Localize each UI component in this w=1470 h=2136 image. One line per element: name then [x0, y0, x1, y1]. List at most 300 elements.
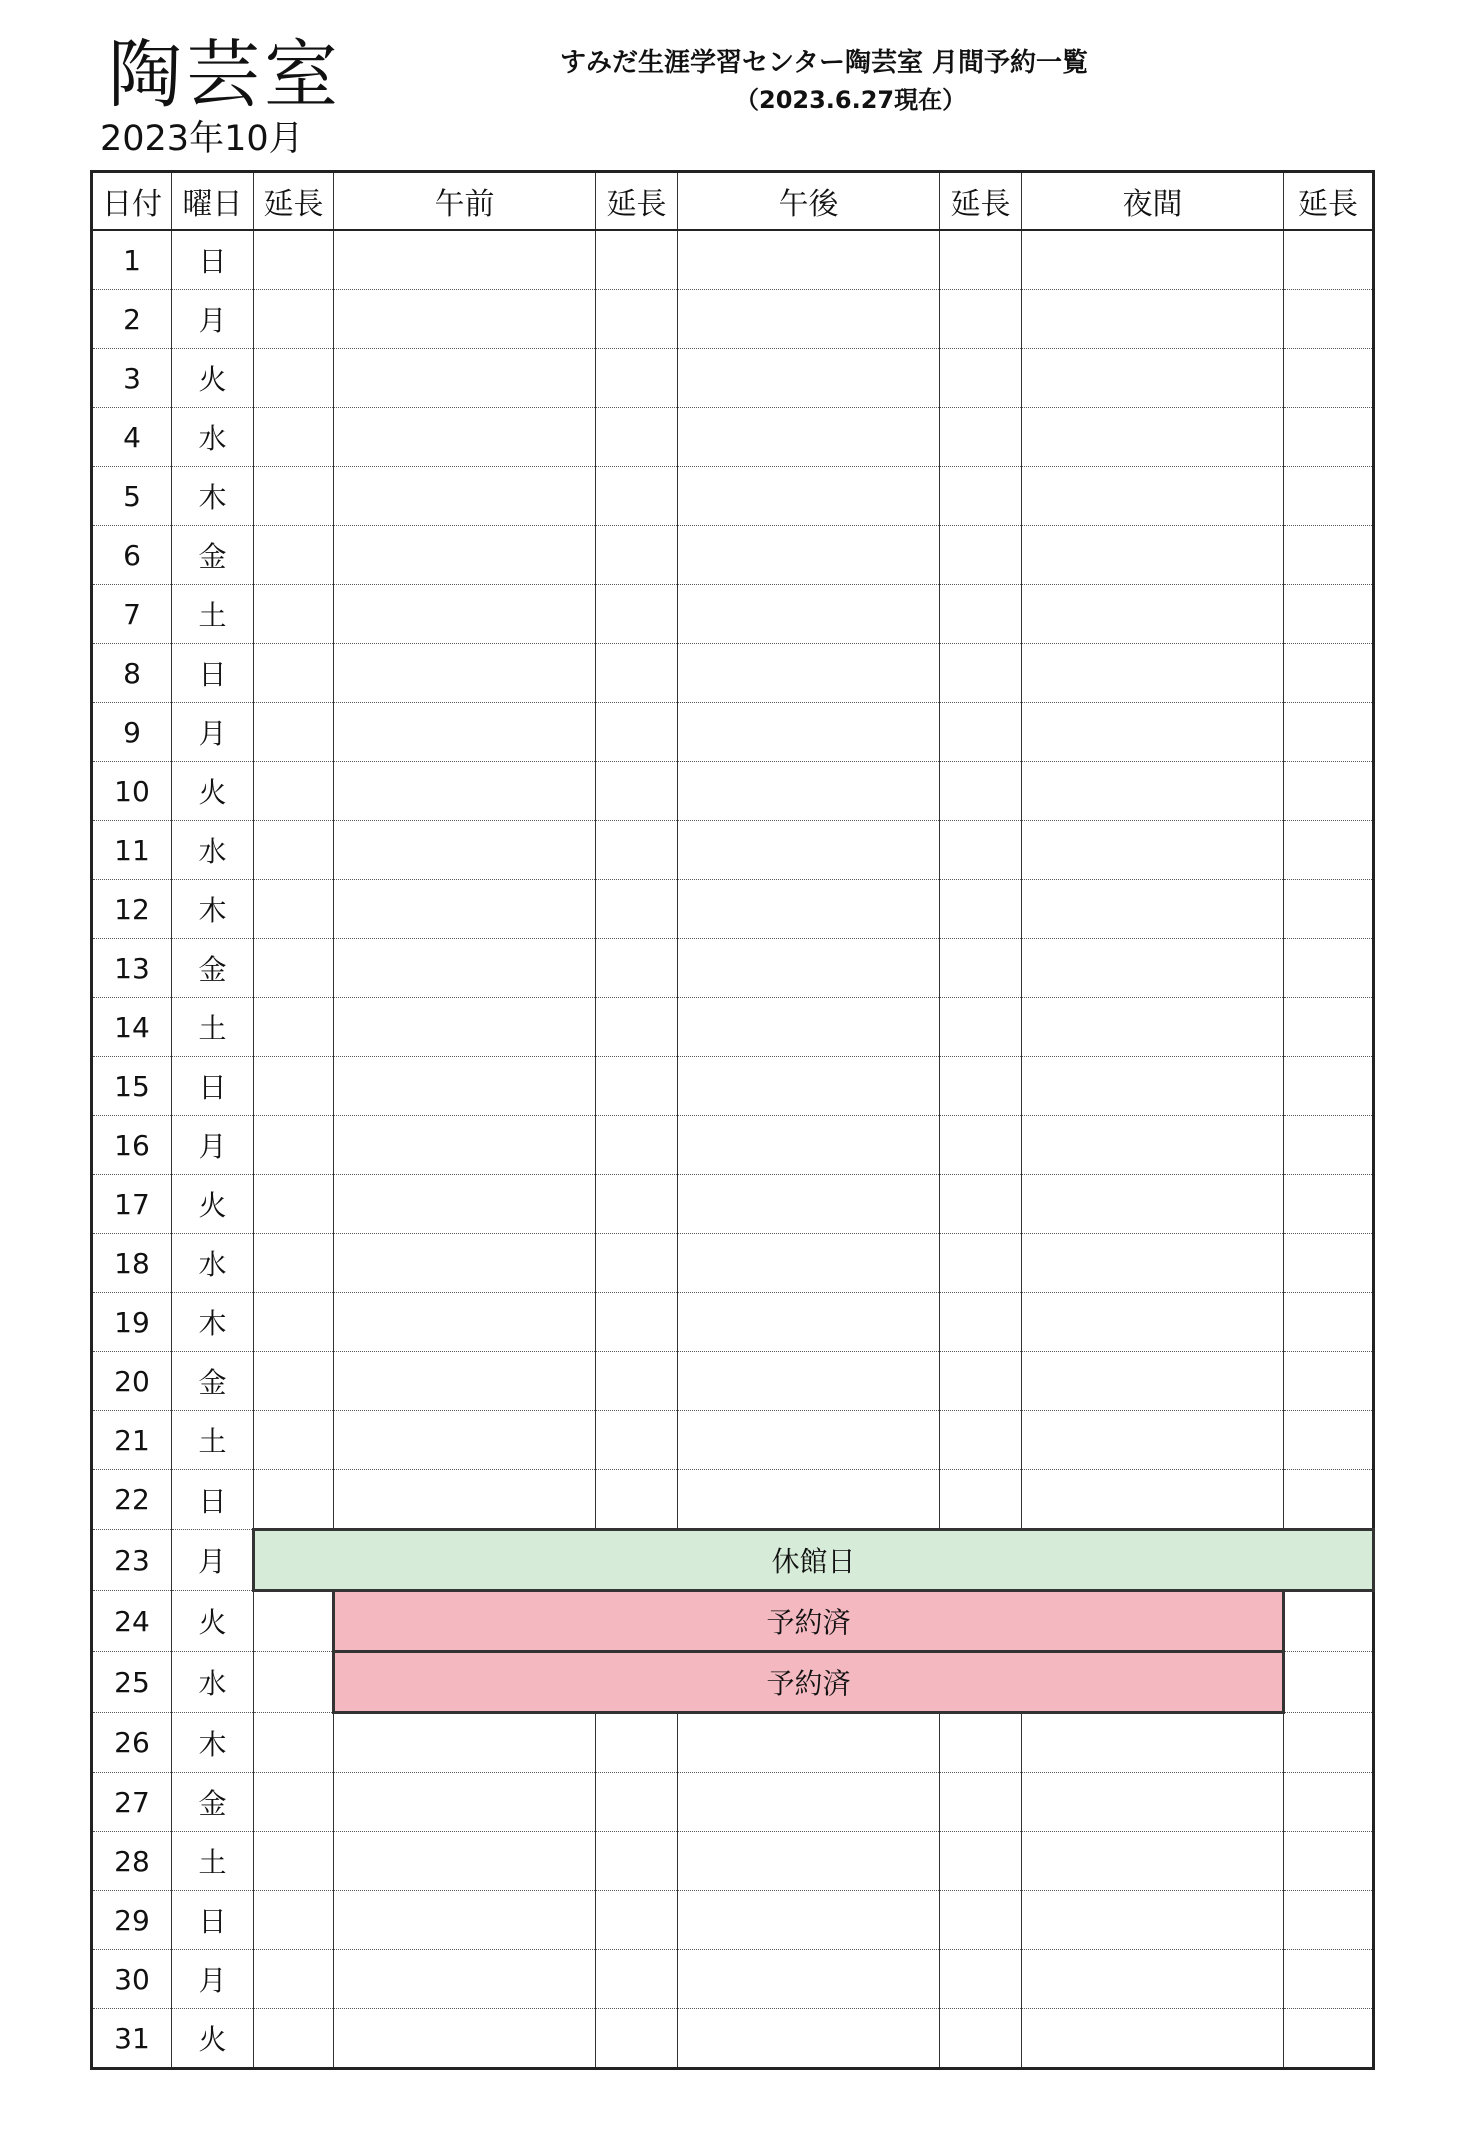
extension-cell: [596, 1713, 678, 1773]
extension-cell: [254, 762, 334, 821]
morning-cell: [334, 1116, 596, 1175]
morning-cell: [334, 1234, 596, 1293]
date-cell: 11: [92, 821, 172, 880]
extension-cell: [1284, 1591, 1374, 1652]
afternoon-cell: [678, 1773, 940, 1832]
evening-cell: [1022, 349, 1284, 408]
extension-cell: [940, 1470, 1022, 1530]
extension-cell: [940, 644, 1022, 703]
table-row: [92, 1530, 1374, 1591]
afternoon-cell: [678, 703, 940, 762]
morning-cell: [334, 1713, 596, 1773]
weekday-cell: 土: [172, 585, 254, 644]
table-row: [92, 880, 1374, 939]
extension-cell: [940, 526, 1022, 585]
morning-cell: [334, 821, 596, 880]
extension-cell: [596, 1057, 678, 1116]
morning-cell: [334, 1832, 596, 1891]
extension-cell: [254, 644, 334, 703]
col-date: 日付: [92, 172, 172, 231]
extension-cell: [254, 1713, 334, 1773]
afternoon-cell: [678, 1411, 940, 1470]
date-cell: 17: [92, 1175, 172, 1234]
afternoon-cell: [678, 408, 940, 467]
weekday-cell: 金: [172, 1773, 254, 1832]
date-cell: 13: [92, 939, 172, 998]
date-cell: 6: [92, 526, 172, 585]
col-afternoon: 午後: [678, 172, 940, 231]
extension-cell: [596, 1116, 678, 1175]
extension-cell: [254, 1832, 334, 1891]
weekday-cell: 日: [172, 1891, 254, 1950]
table-row: [92, 1832, 1374, 1891]
table-row: [92, 1891, 1374, 1950]
date-cell: 5: [92, 467, 172, 526]
table-row: [92, 1950, 1374, 2009]
evening-cell: [1022, 998, 1284, 1057]
extension-cell: [254, 230, 334, 290]
extension-cell: [596, 703, 678, 762]
table-row: [92, 526, 1374, 585]
weekday-cell: 木: [172, 467, 254, 526]
extension-cell: [940, 1234, 1022, 1293]
date-cell: 2: [92, 290, 172, 349]
morning-cell: [334, 585, 596, 644]
table-row: [92, 1773, 1374, 1832]
morning-cell: [334, 644, 596, 703]
evening-cell: [1022, 1057, 1284, 1116]
extension-cell: [940, 1891, 1022, 1950]
morning-cell: [334, 230, 596, 290]
extension-cell: [940, 1950, 1022, 2009]
extension-cell: [254, 1234, 334, 1293]
extension-cell: [596, 1234, 678, 1293]
table-row: [92, 1652, 1374, 1713]
morning-cell: [334, 1057, 596, 1116]
col-weekday: 曜日: [172, 172, 254, 231]
morning-cell: [334, 762, 596, 821]
evening-cell: [1022, 290, 1284, 349]
extension-cell: [1284, 1116, 1374, 1175]
date-cell: 4: [92, 408, 172, 467]
morning-cell: [334, 1470, 596, 1530]
morning-cell: [334, 349, 596, 408]
table-row: [92, 939, 1374, 998]
extension-cell: [596, 1411, 678, 1470]
evening-cell: [1022, 1832, 1284, 1891]
date-cell: 21: [92, 1411, 172, 1470]
afternoon-cell: [678, 1057, 940, 1116]
date-cell: 19: [92, 1293, 172, 1352]
weekday-cell: 火: [172, 1175, 254, 1234]
evening-cell: [1022, 1470, 1284, 1530]
date-cell: 26: [92, 1713, 172, 1773]
afternoon-cell: [678, 1470, 940, 1530]
date-cell: 7: [92, 585, 172, 644]
weekday-cell: 金: [172, 939, 254, 998]
morning-cell: [334, 1293, 596, 1352]
evening-cell: [1022, 1411, 1284, 1470]
date-cell: 9: [92, 703, 172, 762]
evening-cell: [1022, 644, 1284, 703]
extension-cell: [940, 1293, 1022, 1352]
extension-cell: [254, 1591, 334, 1652]
evening-cell: [1022, 1116, 1284, 1175]
extension-cell: [254, 939, 334, 998]
extension-cell: [940, 998, 1022, 1057]
extension-cell: [254, 1352, 334, 1411]
extension-cell: [254, 1470, 334, 1530]
extension-cell: [596, 408, 678, 467]
table-row: [92, 1175, 1374, 1234]
col-extension-afternoon: 延長: [940, 172, 1022, 231]
extension-cell: [596, 880, 678, 939]
extension-cell: [596, 644, 678, 703]
table-row: [92, 998, 1374, 1057]
extension-cell: [1284, 1352, 1374, 1411]
col-extension-morning: 延長: [596, 172, 678, 231]
extension-cell: [596, 526, 678, 585]
extension-cell: [940, 585, 1022, 644]
afternoon-cell: [678, 644, 940, 703]
date-cell: 30: [92, 1950, 172, 2009]
extension-cell: [1284, 2009, 1374, 2069]
weekday-cell: 火: [172, 349, 254, 408]
afternoon-cell: [678, 1352, 940, 1411]
date-cell: 15: [92, 1057, 172, 1116]
date-cell: 27: [92, 1773, 172, 1832]
evening-cell: [1022, 880, 1284, 939]
table-row: [92, 408, 1374, 467]
date-cell: 14: [92, 998, 172, 1057]
date-cell: 29: [92, 1891, 172, 1950]
extension-cell: [596, 585, 678, 644]
extension-cell: [940, 408, 1022, 467]
extension-cell: [940, 1057, 1022, 1116]
extension-cell: [940, 1411, 1022, 1470]
weekday-cell: 木: [172, 1713, 254, 1773]
table-row: [92, 762, 1374, 821]
extension-cell: [254, 880, 334, 939]
afternoon-cell: [678, 880, 940, 939]
afternoon-cell: [678, 821, 940, 880]
morning-cell: [334, 290, 596, 349]
evening-cell: [1022, 585, 1284, 644]
morning-cell: [334, 1773, 596, 1832]
extension-cell: [1284, 467, 1374, 526]
closed-day-cell: 休館日: [254, 1530, 1374, 1591]
extension-cell: [1284, 1652, 1374, 1713]
weekday-cell: 火: [172, 762, 254, 821]
extension-cell: [596, 349, 678, 408]
date-cell: 28: [92, 1832, 172, 1891]
extension-cell: [940, 290, 1022, 349]
table-row: [92, 644, 1374, 703]
extension-cell: [1284, 1175, 1374, 1234]
morning-cell: [334, 998, 596, 1057]
afternoon-cell: [678, 290, 940, 349]
extension-cell: [1284, 1470, 1374, 1530]
extension-cell: [254, 349, 334, 408]
extension-cell: [254, 703, 334, 762]
extension-cell: [940, 939, 1022, 998]
afternoon-cell: [678, 998, 940, 1057]
extension-cell: [596, 1832, 678, 1891]
table-row: [92, 1293, 1374, 1352]
as-of-date: （2023.6.27現在）: [735, 86, 967, 114]
table-row: [92, 1591, 1374, 1652]
date-cell: 1: [92, 230, 172, 290]
morning-cell: [334, 2009, 596, 2069]
col-extension-evening: 延長: [1284, 172, 1374, 231]
weekday-cell: 土: [172, 1411, 254, 1470]
col-extension-early: 延長: [254, 172, 334, 231]
table-row: [92, 1352, 1374, 1411]
table-row: [92, 1234, 1374, 1293]
weekday-cell: 月: [172, 1116, 254, 1175]
extension-cell: [1284, 1234, 1374, 1293]
extension-cell: [940, 880, 1022, 939]
weekday-cell: 水: [172, 821, 254, 880]
extension-cell: [1284, 1057, 1374, 1116]
weekday-cell: 金: [172, 1352, 254, 1411]
extension-cell: [1284, 585, 1374, 644]
date-cell: 20: [92, 1352, 172, 1411]
extension-cell: [1284, 1411, 1374, 1470]
table-row: [92, 230, 1374, 290]
extension-cell: [254, 290, 334, 349]
extension-cell: [1284, 939, 1374, 998]
extension-cell: [596, 1891, 678, 1950]
extension-cell: [1284, 1950, 1374, 2009]
extension-cell: [596, 1352, 678, 1411]
weekday-cell: 木: [172, 880, 254, 939]
extension-cell: [254, 585, 334, 644]
extension-cell: [1284, 408, 1374, 467]
table-row: [92, 2009, 1374, 2069]
extension-cell: [254, 1652, 334, 1713]
extension-cell: [254, 1773, 334, 1832]
afternoon-cell: [678, 467, 940, 526]
evening-cell: [1022, 467, 1284, 526]
table-row: [92, 1116, 1374, 1175]
extension-cell: [254, 408, 334, 467]
afternoon-cell: [678, 349, 940, 408]
extension-cell: [254, 1175, 334, 1234]
evening-cell: [1022, 526, 1284, 585]
extension-cell: [1284, 1293, 1374, 1352]
afternoon-cell: [678, 1891, 940, 1950]
reserved-cell: 予約済: [334, 1652, 1284, 1713]
table-row: [92, 290, 1374, 349]
afternoon-cell: [678, 585, 940, 644]
weekday-cell: 月: [172, 1530, 254, 1591]
table-row: [92, 1470, 1374, 1530]
extension-cell: [1284, 1832, 1374, 1891]
extension-cell: [596, 998, 678, 1057]
extension-cell: [940, 1713, 1022, 1773]
extension-cell: [596, 290, 678, 349]
extension-cell: [596, 821, 678, 880]
table-row: [92, 1411, 1374, 1470]
extension-cell: [940, 467, 1022, 526]
extension-cell: [596, 1950, 678, 2009]
morning-cell: [334, 880, 596, 939]
date-cell: 25: [92, 1652, 172, 1713]
morning-cell: [334, 1175, 596, 1234]
evening-cell: [1022, 1175, 1284, 1234]
extension-cell: [596, 1175, 678, 1234]
document-title: すみだ生涯学習センター陶芸室 月間予約一覧: [560, 48, 1089, 78]
evening-cell: [1022, 2009, 1284, 2069]
evening-cell: [1022, 230, 1284, 290]
extension-cell: [254, 821, 334, 880]
extension-cell: [596, 762, 678, 821]
extension-cell: [940, 703, 1022, 762]
table-row: [92, 467, 1374, 526]
extension-cell: [940, 821, 1022, 880]
evening-cell: [1022, 1950, 1284, 2009]
morning-cell: [334, 408, 596, 467]
morning-cell: [334, 526, 596, 585]
evening-cell: [1022, 762, 1284, 821]
extension-cell: [1284, 1773, 1374, 1832]
table-row: [92, 349, 1374, 408]
extension-cell: [1284, 526, 1374, 585]
weekday-cell: 月: [172, 703, 254, 762]
extension-cell: [1284, 1713, 1374, 1773]
table-row: [92, 585, 1374, 644]
reservation-table: [90, 170, 1375, 2070]
extension-cell: [254, 1293, 334, 1352]
extension-cell: [254, 526, 334, 585]
extension-cell: [1284, 290, 1374, 349]
date-cell: 31: [92, 2009, 172, 2069]
morning-cell: [334, 1411, 596, 1470]
extension-cell: [940, 1352, 1022, 1411]
afternoon-cell: [678, 2009, 940, 2069]
extension-cell: [596, 1470, 678, 1530]
morning-cell: [334, 1352, 596, 1411]
extension-cell: [596, 1773, 678, 1832]
extension-cell: [596, 230, 678, 290]
table-row: [92, 703, 1374, 762]
extension-cell: [1284, 230, 1374, 290]
afternoon-cell: [678, 1293, 940, 1352]
extension-cell: [1284, 762, 1374, 821]
extension-cell: [254, 467, 334, 526]
afternoon-cell: [678, 526, 940, 585]
col-morning: 午前: [334, 172, 596, 231]
month-label: 2023年10月: [100, 119, 304, 159]
weekday-cell: 日: [172, 1470, 254, 1530]
morning-cell: [334, 939, 596, 998]
extension-cell: [596, 467, 678, 526]
weekday-cell: 火: [172, 1591, 254, 1652]
extension-cell: [940, 1773, 1022, 1832]
extension-cell: [254, 1116, 334, 1175]
afternoon-cell: [678, 1713, 940, 1773]
afternoon-cell: [678, 1116, 940, 1175]
afternoon-cell: [678, 1234, 940, 1293]
weekday-cell: 土: [172, 998, 254, 1057]
afternoon-cell: [678, 762, 940, 821]
col-evening: 夜間: [1022, 172, 1284, 231]
weekday-cell: 水: [172, 1652, 254, 1713]
extension-cell: [254, 998, 334, 1057]
morning-cell: [334, 703, 596, 762]
reserved-cell: 予約済: [334, 1591, 1284, 1652]
evening-cell: [1022, 1891, 1284, 1950]
extension-cell: [940, 349, 1022, 408]
afternoon-cell: [678, 1950, 940, 2009]
extension-cell: [940, 230, 1022, 290]
extension-cell: [254, 1411, 334, 1470]
extension-cell: [1284, 1891, 1374, 1950]
extension-cell: [940, 1175, 1022, 1234]
extension-cell: [254, 1891, 334, 1950]
weekday-cell: 日: [172, 1057, 254, 1116]
date-cell: 16: [92, 1116, 172, 1175]
date-cell: 24: [92, 1591, 172, 1652]
extension-cell: [1284, 998, 1374, 1057]
extension-cell: [254, 1950, 334, 2009]
weekday-cell: 日: [172, 644, 254, 703]
date-cell: 23: [92, 1530, 172, 1591]
extension-cell: [1284, 644, 1374, 703]
extension-cell: [940, 1116, 1022, 1175]
weekday-cell: 水: [172, 1234, 254, 1293]
extension-cell: [254, 1057, 334, 1116]
afternoon-cell: [678, 230, 940, 290]
evening-cell: [1022, 703, 1284, 762]
date-cell: 18: [92, 1234, 172, 1293]
extension-cell: [940, 2009, 1022, 2069]
morning-cell: [334, 1891, 596, 1950]
extension-cell: [940, 762, 1022, 821]
evening-cell: [1022, 1713, 1284, 1773]
date-cell: 3: [92, 349, 172, 408]
afternoon-cell: [678, 939, 940, 998]
weekday-cell: 水: [172, 408, 254, 467]
date-cell: 12: [92, 880, 172, 939]
extension-cell: [254, 2009, 334, 2069]
extension-cell: [940, 1832, 1022, 1891]
header-row: [92, 172, 1374, 231]
date-cell: 22: [92, 1470, 172, 1530]
evening-cell: [1022, 821, 1284, 880]
extension-cell: [1284, 880, 1374, 939]
evening-cell: [1022, 1234, 1284, 1293]
weekday-cell: 火: [172, 2009, 254, 2069]
table-row: [92, 1713, 1374, 1773]
extension-cell: [596, 2009, 678, 2069]
extension-cell: [1284, 821, 1374, 880]
date-cell: 8: [92, 644, 172, 703]
afternoon-cell: [678, 1832, 940, 1891]
afternoon-cell: [678, 1175, 940, 1234]
morning-cell: [334, 1950, 596, 2009]
date-cell: 10: [92, 762, 172, 821]
evening-cell: [1022, 1352, 1284, 1411]
weekday-cell: 月: [172, 290, 254, 349]
weekday-cell: 土: [172, 1832, 254, 1891]
weekday-cell: 日: [172, 230, 254, 290]
room-title: 陶芸室: [108, 32, 342, 118]
evening-cell: [1022, 1773, 1284, 1832]
weekday-cell: 木: [172, 1293, 254, 1352]
morning-cell: [334, 467, 596, 526]
